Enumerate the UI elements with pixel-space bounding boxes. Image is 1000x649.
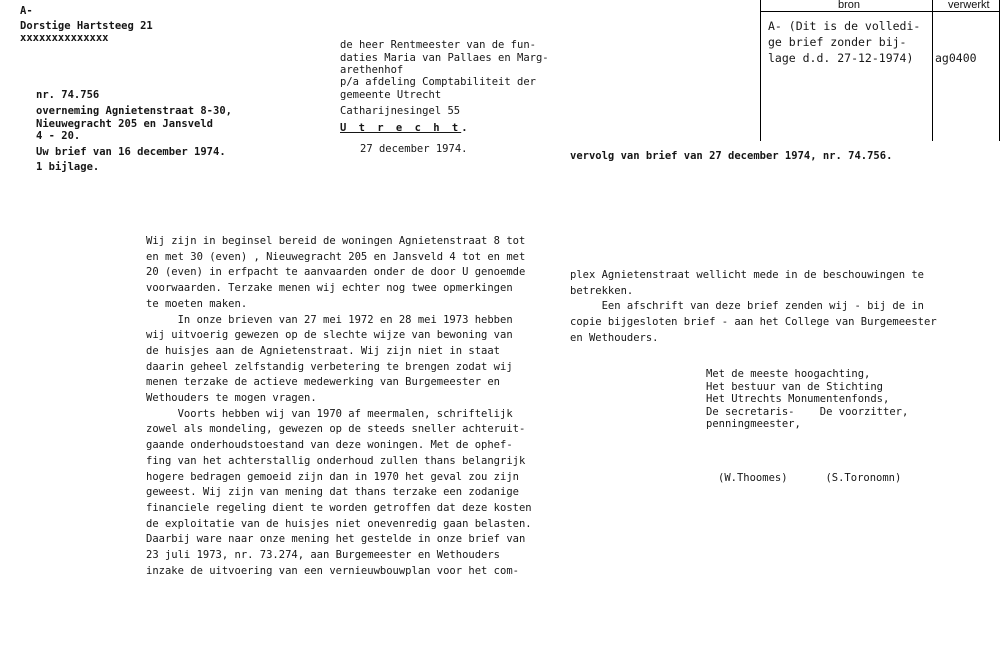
recipient-street: Catharijnesingel 55 [340,105,461,117]
letter-body-right [570,268,937,347]
recipient-line: daties Maria van Pallaes en Marg- [340,51,549,64]
recipient-department [340,76,536,101]
recipient-line: arethenhof [340,64,404,76]
body-line: Daarbij ware naar onze mening het gestelde in onze brief van [146,533,526,546]
letter-date: 27 december 1974. [360,143,468,155]
recipient-city [340,121,468,135]
letter-body-left [146,234,532,579]
body-line: de huisjes aan de Agnietenstraat. Wij zijn niet in staat [146,344,501,357]
body-line: Een afschrift van deze brief zenden wij - bij de in [570,300,925,313]
closing-line: Met de meeste hoogachting, [706,368,871,380]
reference-number: nr. 74.756 [36,89,100,101]
body-line: In onze brieven van 27 mei 1972 en 28 mei 1973 hebben [146,313,513,326]
recipient-name [340,39,549,77]
body-line: inzake de uitvoering van een vernieuwbouwplan voor het com- [146,564,519,577]
closing-block [706,368,908,431]
column-header-verwerkt: verwerkt [948,0,990,11]
body-line: de exploitatie van de huisjes niet onevenredig gaan belasten. [146,517,532,530]
body-line: en Wethouders. [570,331,659,344]
body-line: Voorts hebben wij van 1970 af meermalen, schriftelijk [146,407,513,420]
sender-address: Dorstige Hartsteeg 21 [20,20,153,32]
body-line: gaande onderhoudstoestand van deze woningen. Met de ophef- [146,439,513,452]
body-line: financiele regeling dient te worden getroffen dat deze kosten [146,501,532,514]
closing-line: penningmeester, [706,418,801,430]
continuation-header: vervolg van brief van 27 december 1974, nr. 74.756. [570,150,893,162]
sender-marker: A- [20,5,33,17]
body-line: voorwaarden. Terzake menen wij echter nog twee opmerkingen [146,282,513,295]
archive-processed-code: ag0400 [935,51,977,65]
body-line: copie bijgesloten brief - aan het College van Burgemeester [570,316,937,329]
recipient-dept-line: gemeente Utrecht [340,88,442,101]
archive-source-line: lage d.d. 27-12-1974) [768,51,914,65]
body-line: menen terzake de actieve medewerking van Burgemeester en [146,376,501,389]
subject-line: Nieuwegracht 205 en Jansveld [36,117,214,130]
body-line: hogere bedragen gemoeid zijn dan in 1970 het geval zou zijn [146,470,519,483]
body-line: betrekken. [570,284,634,297]
reference-subject [36,105,232,143]
archive-source-note [768,18,932,66]
recipient-dept-line: p/a afdeling Comptabiliteit der [340,76,536,88]
recipient-city-name: U t r e c h t [340,122,462,134]
body-line: geweest. Wij zijn van mening dat thans terzake een zodanige [146,486,519,499]
subject-line: 4 - 20. [36,130,81,142]
signatures: (W.Thoomes) (S.Toronomn) [718,472,902,484]
closing-line: De secretaris- De voorzitter, [706,405,909,418]
your-letter-ref: Uw brief van 16 december 1974. [36,146,226,158]
closing-line: Het Utrechts Monumentenfonds, [706,393,890,405]
body-line: zowel als mondeling, gewezen op de steeds sneller achteruit- [146,423,526,436]
archive-source-line: ge brief zonder bij- [768,35,907,49]
body-line: wij uitvoerig gewezen op de slechte wijze van bewoning van [146,329,513,342]
body-line: Wethouders te mogen vragen. [146,392,317,405]
body-line: en met 30 (even) , Nieuwegracht 205 en Jansveld 4 tot en met [146,250,526,263]
recipient-line: de heer Rentmeester van de fun- [340,39,536,51]
body-line: Wij zijn in beginsel bereid de woningen Agnietenstraat 8 tot [146,235,526,247]
body-line: te moeten maken. [146,297,248,310]
body-line: 23 juli 1973, nr. 73.274, aan Burgemeester en Wethouders [146,549,501,562]
archive-source-line: A- (Dit is de volledi- [768,19,921,33]
recipient-city-dot: . [461,122,468,134]
body-line: 20 (even) in erfpacht te aanvaarden onder de door U genoemde [146,266,526,279]
body-line: fing van het achterstallig onderhoud zullen thans belangrijk [146,454,526,467]
enclosure-note: 1 bijlage. [36,161,100,173]
column-header-bron: bron [838,0,861,11]
body-line: daarin geheel zelfstandig verbetering te brengen zodat wij [146,360,513,373]
sender-struck-line: xxxxxxxxxxxxxx [20,32,109,44]
body-line: plex Agnietenstraat wellicht mede in de beschouwingen te [570,269,925,281]
subject-line: overneming Agnietenstraat 8-30, [36,105,232,117]
closing-line: Het bestuur van de Stichting [706,380,884,393]
